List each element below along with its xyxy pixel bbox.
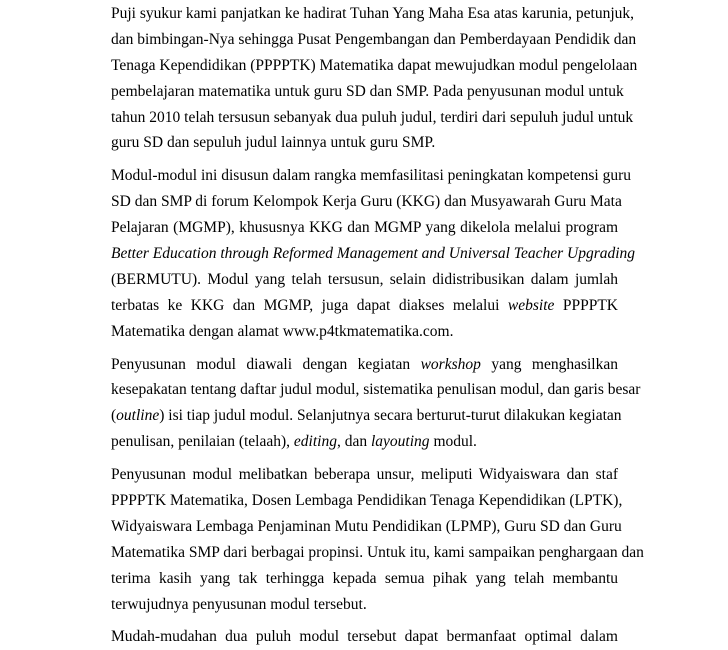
text-line: terima kasih yang tak terhingga kepada semua pihak yang telah membantu xyxy=(111,569,618,587)
italic-word: editing xyxy=(293,433,337,451)
text-line: tahun 2010 telah tersusun sebanyak dua puluh judul, terdiri dari sepuluh judul untuk xyxy=(111,108,634,126)
document-body xyxy=(111,0,644,650)
text-segment: Penyusunan modul diawali dengan kegiatan xyxy=(111,355,421,373)
text-line: Widyaiswara Lembaga Penjaminan Mutu Pendidikan (LPMP), Guru SD dan Guru xyxy=(111,517,622,535)
text-line: PPPPTK Matematika, Dosen Lembaga Pendidikan Tenaga Kependidikan (LPTK), xyxy=(111,492,623,510)
italic-word: workshop xyxy=(420,355,481,373)
text-line: guru SD dan sepuluh judul lainnya untuk guru SMP. xyxy=(111,134,436,152)
text-segment: ( xyxy=(111,407,117,425)
text-segment: PPPPTK xyxy=(554,296,618,314)
text-line xyxy=(111,403,622,429)
text-line xyxy=(111,241,636,267)
text-line: SD dan SMP di forum Kelompok Kerja Guru (KKG) dan Musyawarah Guru Mata xyxy=(111,193,622,211)
text-line: (BERMUTU). Modul yang telah tersusun, selain didistribusikan dalam jumlah xyxy=(111,270,618,288)
paragraph-2 xyxy=(111,163,636,344)
text-segment: yang menghasilkan xyxy=(480,355,618,373)
paragraph-1 xyxy=(111,1,638,156)
italic-word: outline xyxy=(116,407,160,425)
text-line: terwujudnya penyusunan modul tersebut. xyxy=(111,595,367,613)
text-segment: , dan xyxy=(336,433,371,451)
italic-program-name: Better Education through Reformed Management and Universal Teacher Upgrading xyxy=(111,245,636,263)
italic-word: website xyxy=(507,296,555,314)
text-line: Mudah-mudahan dua puluh modul tersebut dapat bermanfaat optimal dalam xyxy=(111,628,618,646)
text-line: Modul-modul ini disusun dalam rangka memfasilitasi peningkatan kompetensi guru xyxy=(111,167,632,185)
paragraph-4 xyxy=(111,462,644,617)
text-line: Puji syukur kami panjatkan ke hadirat Tuhan Yang Maha Esa atas karunia, petunjuk, xyxy=(111,5,635,22)
paragraph-5 xyxy=(111,624,618,650)
italic-word: layouting xyxy=(371,433,430,451)
text-line: Tenaga Kependidikan (PPPPTK) Matematika dapat mewujudkan modul pengelolaan xyxy=(111,56,638,74)
text-line: Matematika dengan alamat www.p4tkmatematika.com. xyxy=(111,322,454,340)
text-line: kesepakatan tentang daftar judul modul, sistematika penulisan modul, dan garis besar xyxy=(111,381,641,399)
text-segment: modul. xyxy=(429,433,477,451)
text-segment: ) isi tiap judul modul. Selanjutnya secara berturut-turut dilakukan kegiatan xyxy=(159,407,622,425)
text-line: Matematika SMP dari berbagai propinsi. Untuk itu, kami sampaikan penghargaan dan xyxy=(111,543,644,561)
text-line xyxy=(111,429,618,455)
text-line xyxy=(111,352,618,378)
paragraph-3 xyxy=(111,352,641,456)
text-line: pembelajaran matematika untuk guru SD dan SMP. Pada penyusunan modul untuk xyxy=(111,82,624,100)
text-line: dan bimbingan-Nya sehingga Pusat Pengembangan dan Pemberdayaan Pendidik dan xyxy=(111,30,637,48)
text-line xyxy=(111,293,618,319)
text-segment: penulisan, penilaian (telaah), xyxy=(111,433,294,451)
text-line: Penyusunan modul melibatkan beberapa unsur, meliputi Widyaiswara dan staf xyxy=(111,466,618,484)
text-line: Pelajaran (MGMP), khususnya KKG dan MGMP yang dikelola melalui program xyxy=(111,219,618,237)
text-segment: terbatas ke KKG dan MGMP, juga dapat diakses melalui xyxy=(111,296,508,314)
